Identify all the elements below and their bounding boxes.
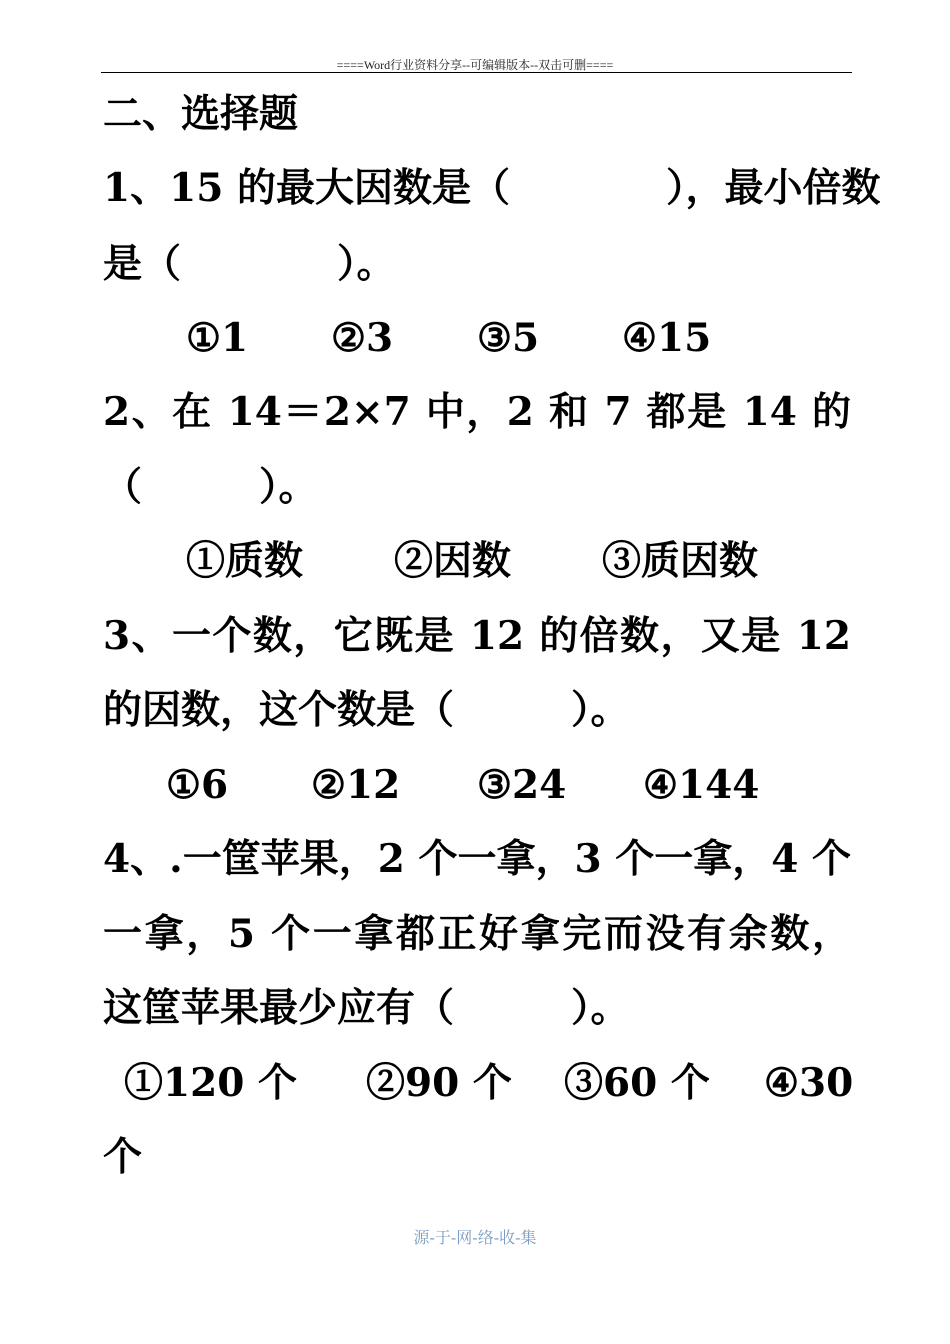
question-4-line-3: 这筐苹果最少应有（ ）。 [103,985,630,1031]
question-4-option-3: ③60 个 [564,1060,710,1106]
question-3-line-2: 的因数，这个数是（ ）。 [103,687,630,733]
question-4-option-4-unit: 个 [103,1134,143,1180]
question-4-option-2: ②90 个 [366,1060,512,1106]
question-2-option-1: ①质数 [186,538,304,584]
question-3-option-3: ③24 [477,762,567,808]
question-1-option-1: ①1 [186,315,249,361]
question-4-option-4: ④30 [764,1060,854,1106]
question-1-option-3: ③5 [477,315,540,361]
question-4-option-1: ①120 个 [124,1060,297,1106]
header-rule [101,72,852,73]
question-3-option-1: ①6 [166,762,229,808]
question-2-option-3: ③质因数 [602,538,759,584]
question-4-line-1: 4、.一筐苹果，2 个一拿，3 个一拿，4 个 [103,836,851,882]
question-4-line-2: 一拿，5 个一拿都正好拿完而没有余数， [103,911,851,957]
question-2-line-2: （ ）。 [103,464,318,510]
section-title: 二、选择题 [103,91,299,137]
question-1-line-2: 是（ ）。 [103,241,396,287]
page-footer-text: 源-于-网-络-收-集 [413,1228,537,1247]
question-3-option-2: ②12 [311,762,401,808]
question-1-option-2: ②3 [331,315,394,361]
question-3-line-1: 3、一个数，它既是 12 的倍数，又是 12 [103,613,851,659]
question-1-option-4: ④15 [622,315,712,361]
question-1-line-1: 1、15 的最大因数是（ ），最小倍数 [103,165,881,211]
page-header-text: ====Word行业资料分享--可编辑版本--双击可删==== [336,58,614,72]
question-3-option-4: ④144 [643,762,760,808]
question-2-option-2: ②因数 [394,538,512,584]
question-2-line-1: 2、在 14＝2×7 中，2 和 7 都是 14 的 [103,389,851,435]
